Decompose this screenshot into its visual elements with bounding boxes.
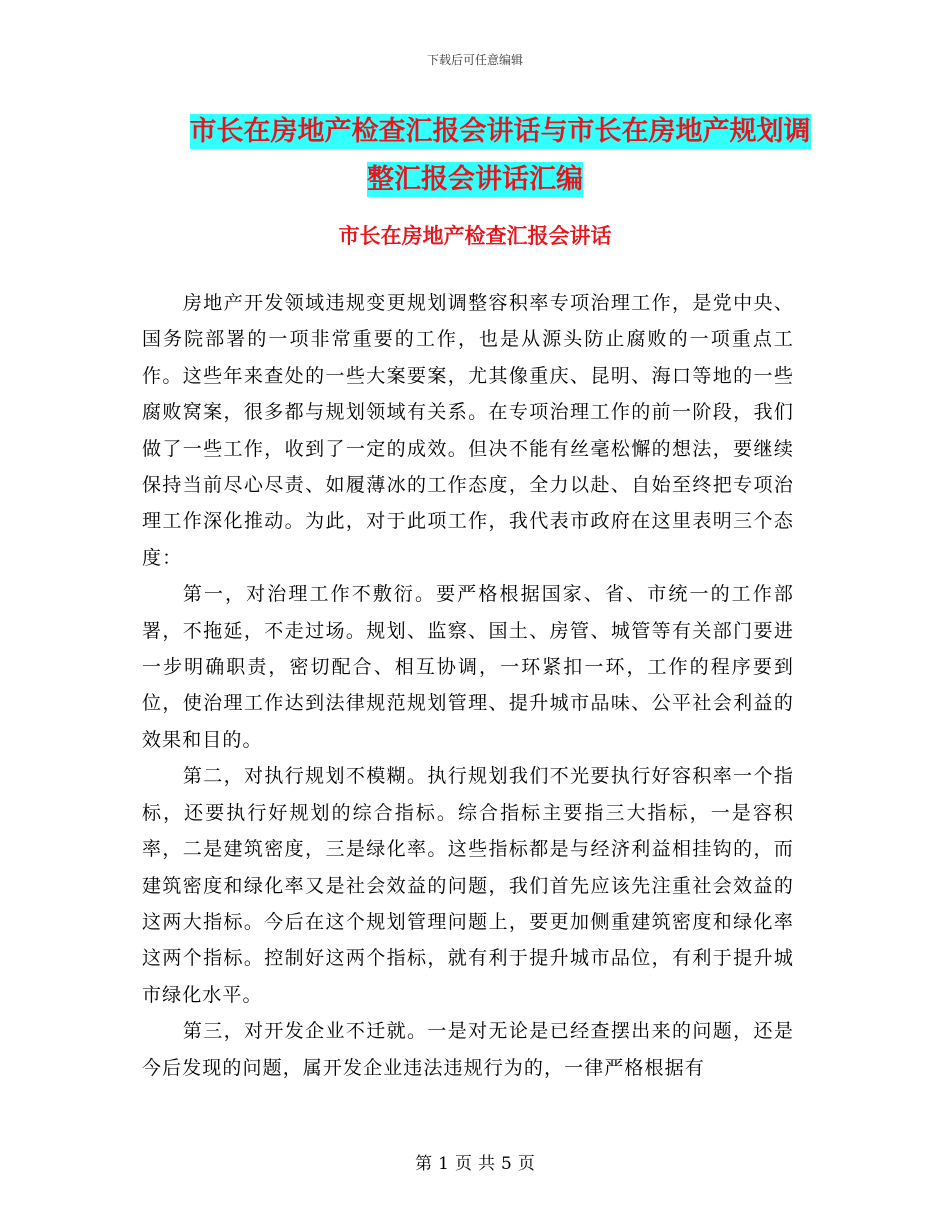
footer-total-prefix: 共: [478, 1154, 495, 1174]
paragraph-2: 第一，对治理工作不敷衍。要严格根据国家、省、市统一的工作部署，不拖延，不走过场。规划、监察、国土、房管、城管等有关部门要进一步明确职责，密切配合、相互协调，一环紧扣一环，工作的程序要到位，使治理工作达到法律规范规划管理、提升城市品味、公平社会利益的效果和目的。: [142, 583, 794, 751]
paragraph-1: 房地产开发领域违规变更规划调整容积率专项治理工作，是党中央、国务院部署的一项非常重要的工作，也是从源头防止腐败的一项重点工作。这些年来查处的一些大案要案，尤其像重庆、昆明、海口等地的一些腐败窝案，很多都与规划领域有关系。在专项治理工作的前一阶段，我们做了一些工作，收到了一定的成效。但决不能有丝毫松懈的想法，要继续保持当前尽心尽责、如履薄冰的工作态度，全力以赴、自始至终把专项治理工作深化推动。为此，对于此项工作，我代表市政府在这里表明三个态度：: [142, 292, 794, 569]
footer-page-number: 1: [438, 1154, 449, 1174]
document-title-line-1: [50, 108, 950, 156]
section-title: 市长在房地产检查汇报会讲话: [338, 223, 612, 248]
paragraph-3: 第二，对执行规划不模糊。执行规划我们不光要执行好容积率一个指标，还要执行好规划的综合指标。综合指标主要指三大指标，一是容积率，二是建筑密度，三是绿化率。这些指标都是与经济利益相挂钩的，而建筑密度和绿化率又是社会效益的问题，我们首先应该先注重社会效益的这两大指标。今后在这个规划管理问题上，要更加侧重建筑密度和绿化率这两个指标。控制好这两个指标，就有利于提升城市品位，有利于提升城市绿化水平。: [142, 765, 794, 1006]
title-highlight-2: 整汇报会讲话汇编: [367, 164, 583, 195]
footer-suffix: 页: [517, 1154, 535, 1174]
footer-total-pages: 5: [501, 1154, 512, 1174]
document-title: [0, 108, 950, 204]
title-highlight-1: 市长在房地产检查汇报会讲话与市长在房地产规划调: [189, 116, 811, 147]
page-footer: [0, 1152, 950, 1176]
page-header-note: 下载后可任意编辑: [426, 53, 523, 67]
body-text: [142, 285, 794, 1086]
footer-prefix: 第: [415, 1154, 433, 1174]
paragraph-4: 第三，对开发企业不迁就。一是对无论是已经查摆出来的问题，还是今后发现的问题，属开发企业违法违规行为的，一律严格根据有: [142, 1020, 794, 1079]
footer-middle: 页: [455, 1154, 472, 1174]
document-title-line-2: [0, 156, 950, 204]
